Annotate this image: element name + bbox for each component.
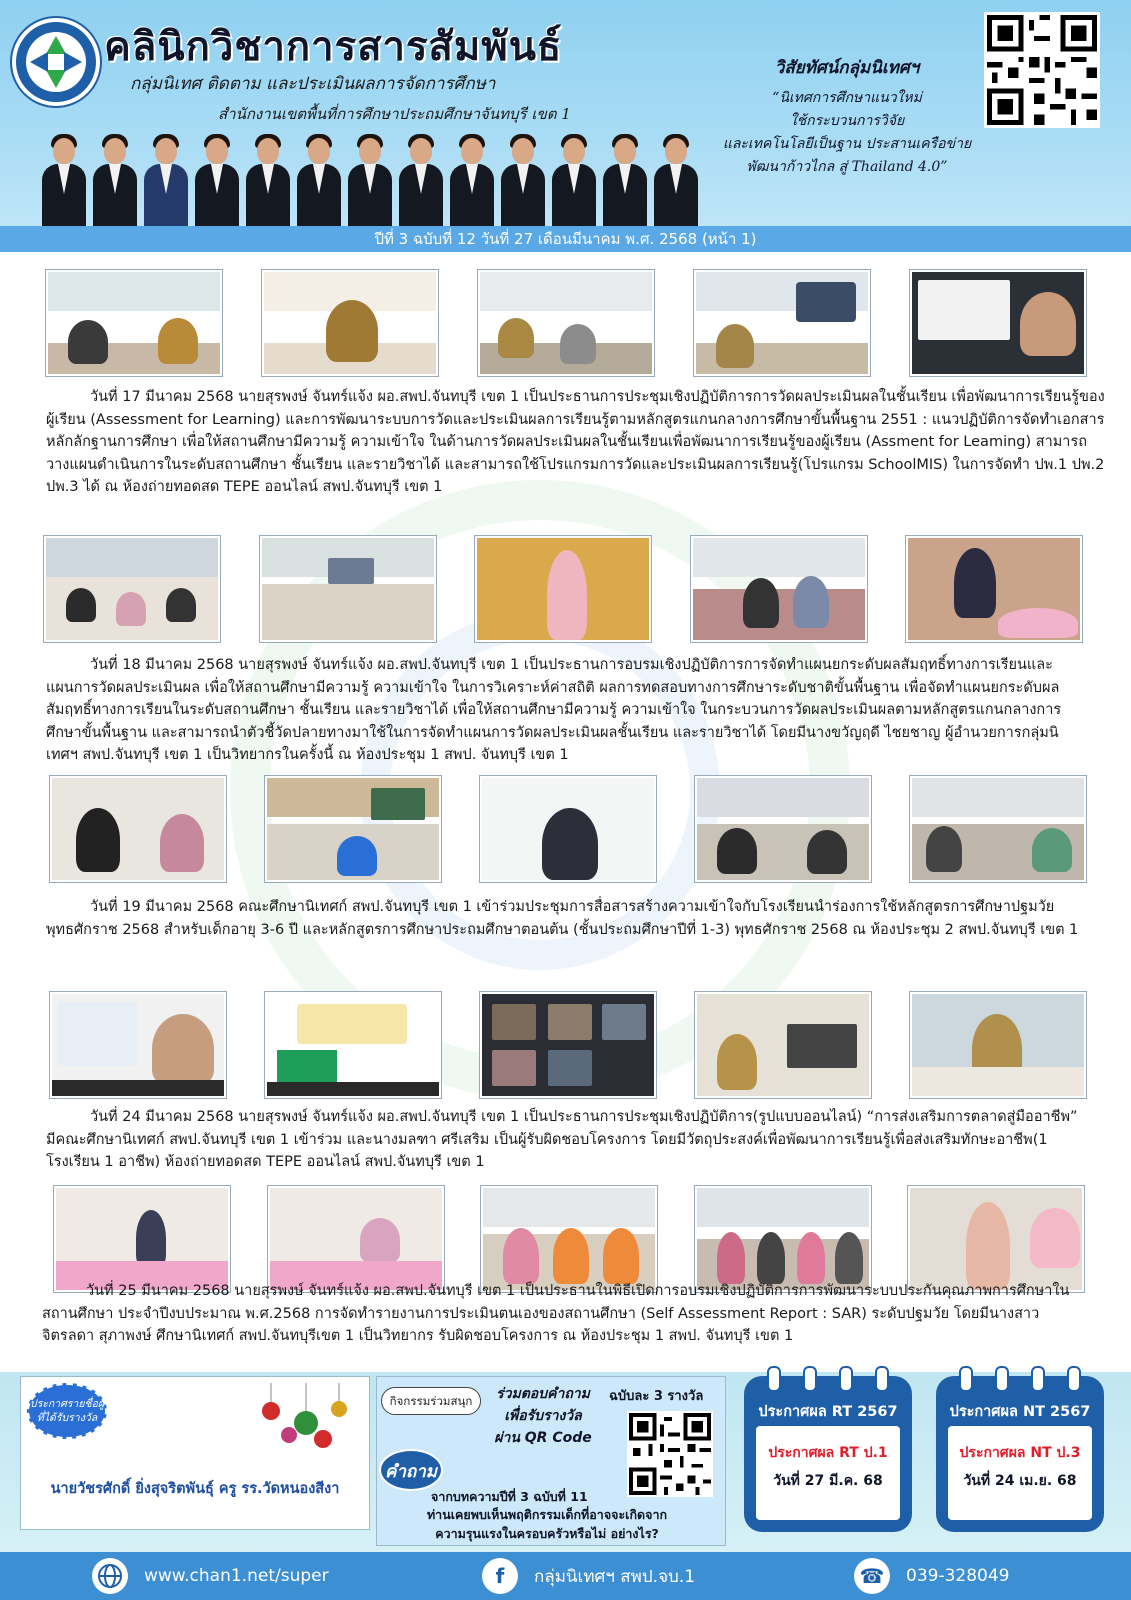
calendar-date: วันที่ 27 มี.ค. 68 bbox=[773, 1473, 883, 1489]
ornament-decoration-icon bbox=[261, 1383, 351, 1453]
issue-info-bar: ปีที่ 3 ฉบับที่ 12 วันที่ 27 เดือนมีนาคม พ.ศ. 2568 (หน้า 1) bbox=[0, 226, 1131, 252]
phone-icon: ☎ bbox=[854, 1558, 890, 1594]
photo-row-2 bbox=[44, 536, 1082, 642]
winner-name: นายวัชรศักดิ์ ยิ่งสุจริตพันธุ์ ครู รร.วัดหนองสีงา bbox=[50, 1481, 340, 1497]
photo-row-1 bbox=[46, 270, 1086, 376]
calendar-title: ประกาศผล NT ป.3 bbox=[959, 1445, 1081, 1461]
news-photo bbox=[481, 1186, 657, 1292]
quiz-instruction-line: ผ่าน QR Code bbox=[494, 1430, 592, 1446]
vision-line: และเทคโนโลยีเป็นฐาน ประสานเครือข่าย bbox=[722, 136, 972, 152]
news-photo bbox=[44, 536, 220, 642]
news-caption: วันที่ 25 มีนาคม 2568 นายสุรพงษ์ จันทร์แจ้ง ผอ.สพป.จันทบุรี เขต 1 เป็นประธานในพิธีเปิดการอบรมเชิงปฏิบัติการการพัฒนาระบบประกันคุณภาพการศึกษาในสถานศึกษา ประจำปีงบประมาณ พ.ศ.2568 การจัดทำรายงานการประเมินตนเองของสถานศึกษา (Self Assessment Report : SAR) ระดับปฐมวัย โดยมีนางสาวจิตรลดา สุภาพงษ์ ศึกษานิเทศก์ สพป.จันทบุรีเขต 1 เป็นวิทยากร รับผิดชอบโครงการ ณ ห้องประชุม 1 สพป. จันทบุรี เขต 1 bbox=[42, 1283, 1070, 1344]
winner-badge: ประกาศรายชื่อผู้ที่ได้รับรางวัล bbox=[27, 1383, 107, 1439]
newsletter-title: คลินิกวิชาการสารสัมพันธ์ bbox=[104, 23, 563, 70]
news-photo bbox=[46, 270, 222, 376]
news-photo bbox=[262, 270, 438, 376]
staff-group-photo bbox=[40, 128, 700, 226]
footer-facebook-link[interactable] bbox=[482, 1558, 695, 1594]
calendar-title: ประกาศผล RT ป.1 bbox=[768, 1445, 888, 1461]
news-photo bbox=[268, 1186, 444, 1292]
quiz-reference: จากบทความปีที่ 3 ฉบับที่ 11 bbox=[431, 1489, 588, 1504]
quiz-question bbox=[397, 1505, 697, 1543]
calendar-rings-icon bbox=[936, 1366, 1104, 1392]
quiz-instruction-line: ร่วมตอบคำถาม bbox=[496, 1386, 590, 1402]
news-photo bbox=[695, 776, 871, 882]
news-photo bbox=[50, 992, 226, 1098]
news-caption: วันที่ 24 มีนาคม 2568 นายสุรพงษ์ จันทร์แจ้ง ผอ.สพป.จันทบุรี เขต 1 เป็นประธานการประชุมเชิงปฏิบัติการ(รูปแบบออนไลน์) “การส่งเสริมการตลาดสู่มืออาชีพ” มีคณะศึกษานิเทศก์ สพป.จันทบุรี เขต 1 เข้าร่วม และนางมลฑา ศรีเสริม เป็นผู้รับผิดชอบโครงการ โดยมีวัตถุประสงค์เพื่อพัฒนาการเรียนรู้เพื่อส่งเสริมทักษะอาชีพ(1 โรงเรียน 1 อาชีพ) ห้องถ่ายทอดสด TEPE ออนไลน์ สพป.จันทบุรี เขต 1 bbox=[46, 1109, 1078, 1170]
footer-phone-link[interactable] bbox=[854, 1558, 1009, 1594]
newsletter-subtitle-office: สำนักงานเขตพื้นที่การศึกษาประถมศึกษาจันทบุรี เขต 1 bbox=[218, 105, 571, 123]
news-caption: วันที่ 17 มีนาคม 2568 นายสุรพงษ์ จันทร์แจ้ง ผอ.สพป.จันทบุรี เขต 1 เป็นประธานการประชุมเชิงปฏิบัติการการวัดผลประเมินผลในชั้นเรียน เพื่อพัฒนาการเรียนรู้ของผู้เรียน (Assessment for Learning) และการพัฒนาระบบการวัดและประเมินผลการเรียนรู้ตามหลักสูตรแกนกลางการศึกษาขั้นพื้นฐาน 2551 : แนวปฏิบัติการจัดทำเอกสารหลักลักฐานการศึกษา เพื่อให้สถานศึกษามีความรู้ ความเข้าใจ ในด้านการวัดผลประเมินผลในชั้นเรียนเพื่อพัฒนาการเรียนรู้ของผู้เรียน (Assment for Leaming) สามารถวางแผนดำเนินการในระดับสถานศึกษา ชั้นเรียน และรายวิชาได้ และสามารถใช้โปรแกรมการวัดและประเมินผลการเรียนรู้(โปรแกรม SchoolMIS) ในการจัดทำ ปพ.1 ปพ.2 ปพ.3 ได้ ณ ห้องถ่ายทอดสด TEPE ออนไลน์ สพป.จันทบุรี เขต 1 bbox=[46, 389, 1105, 495]
news-photo bbox=[478, 270, 654, 376]
news-photo bbox=[265, 992, 441, 1098]
calendar-header: ประกาศผล RT 2567 bbox=[758, 1404, 898, 1420]
footer-bar bbox=[0, 1552, 1131, 1600]
calendar-nt-result bbox=[936, 1376, 1104, 1532]
news-photo bbox=[480, 992, 656, 1098]
news-photo bbox=[260, 536, 436, 642]
footer-website-link[interactable] bbox=[92, 1558, 329, 1594]
news-photo bbox=[908, 1186, 1084, 1292]
vision-title: วิสัยทัศน์กลุ่มนิเทศฯ bbox=[774, 58, 920, 78]
calendar-sheet bbox=[948, 1426, 1092, 1520]
news-photo bbox=[480, 776, 656, 882]
news-caption: วันที่ 18 มีนาคม 2568 นายสุรพงษ์ จันทร์แจ้ง ผอ.สพป.จันทบุรี เขต 1 เป็นประธานการอบรมเชิงปฏิบัติการการจัดทำแผนยกระดับผลสัมฤทธิ์ทางการเรียนและแผนการวัดผลประเมินผล เพื่อให้สถานศึกษามีความรู้ ความเข้าใจ ในการวิเคราะห์ค่าสถิติ ผลการทดสอบทางการศึกษาระดับชาติขั้นพื้นฐาน เพื่อจัดทำแผนยกระดับผลสัมฤทธิ์ทางการเรียนในระดับสถานศึกษา ชั้นเรียน และรายวิชาได้ เพื่อให้สถานศึกษามีความรู้ ความเข้าใจ ในกระบวนการวัดผลประเมินผลตามหลักสูตรแกนกลางการศึกษาขั้นพื้นฐาน และสามารถนำตัวชี้วัดปลายทางมาใช้ในการจัดทำแผนการวัดผลประเมินผลชั้นเรียน และรายวิชาได้ โดยมีนางขวัญฤดี ไชยชาญ ผู้อำนวยการกลุ่มนิเทศฯ สพป.จันทบุรี เขต 1 เป็นวิทยากรในครั้งนี้ ณ ห้องประชุม 1 สพป. จันทบุรี เขต 1 bbox=[46, 657, 1062, 763]
news-photo bbox=[50, 776, 226, 882]
calendar-date: วันที่ 24 เม.ย. 68 bbox=[963, 1473, 1077, 1489]
photo-row-5 bbox=[54, 1186, 1084, 1292]
newsletter-header bbox=[0, 0, 1131, 228]
footer-website-text: www.chan1.net/super bbox=[144, 1566, 329, 1586]
quiz-activity-box bbox=[376, 1376, 726, 1546]
quiz-qr-code-icon[interactable] bbox=[627, 1411, 713, 1497]
globe-icon bbox=[92, 1558, 128, 1594]
calendar-rings-icon bbox=[744, 1366, 912, 1392]
news-photo bbox=[910, 270, 1086, 376]
footer-facebook-text: กลุ่มนิเทศฯ สพป.จบ.1 bbox=[534, 1566, 696, 1587]
vision-line: พัฒนาก้าวไกล สู่ Thailand 4.0” bbox=[746, 159, 948, 175]
news-photo bbox=[694, 270, 870, 376]
calendar-header: ประกาศผล NT 2567 bbox=[949, 1404, 1091, 1420]
news-photo bbox=[265, 776, 441, 882]
news-photo bbox=[691, 536, 867, 642]
calendar-rt-result bbox=[744, 1376, 912, 1532]
facebook-icon: f bbox=[482, 1558, 518, 1594]
news-photo bbox=[54, 1186, 230, 1292]
quiz-instruction-line: เพื่อรับรางวัล bbox=[504, 1408, 582, 1424]
photo-row-3 bbox=[50, 776, 1086, 882]
photo-row-4 bbox=[50, 992, 1086, 1098]
quiz-instructions bbox=[481, 1383, 605, 1449]
qr-code-icon[interactable] bbox=[984, 12, 1100, 128]
quiz-question-line: ท่านเคยพบเห็นพฤติกรรมเด็กที่อาจจะเกิดจาก bbox=[426, 1507, 668, 1522]
quiz-prize: ฉบับละ 3 รางวัล bbox=[609, 1389, 704, 1404]
organization-logo-icon bbox=[12, 18, 100, 106]
quiz-tag: กิจกรรมร่วมสนุก bbox=[381, 1387, 481, 1415]
vision-line: ใช้กระบวนการวิจัย bbox=[789, 113, 905, 129]
news-photo bbox=[695, 1186, 871, 1292]
footer-phone-text: 039-328049 bbox=[906, 1566, 1010, 1586]
quiz-question-label: คำถาม bbox=[379, 1449, 443, 1491]
newsletter-subtitle-group: กลุ่มนิเทศ ติดตาม และประเมินผลการจัดการศึกษา bbox=[130, 74, 496, 94]
calendar-sheet bbox=[756, 1426, 900, 1520]
news-photo bbox=[475, 536, 651, 642]
quiz-question-line: ความรุนแรงในครอบครัวหรือไม่ อย่างไร? bbox=[435, 1526, 659, 1541]
news-photo bbox=[906, 536, 1082, 642]
news-photo bbox=[695, 992, 871, 1098]
vision-line: “นิเทศการศึกษาแนวใหม่ bbox=[772, 90, 922, 106]
winner-announcement bbox=[20, 1376, 370, 1530]
news-caption: วันที่ 19 มีนาคม 2568 คณะศึกษานิเทศก์ สพป.จันทบุรี เขต 1 เข้าร่วมประชุมการสื่อสารสร้างความเข้าใจกับโรงเรียนนำร่องการใช้หลักสูตรการศึกษาปฐมวัย พุทธศักราช 2568 สำหรับเด็กอายุ 3-6 ปี และหลักสูตรการศึกษาประถมศึกษาตอนต้น (ชั้นประถมศึกษาปีที่ 1-3) พุทธศักราช 2568 ณ ห้องประชุม 2 สพป.จันทบุรี เขต 1 bbox=[46, 899, 1079, 938]
news-photo bbox=[910, 992, 1086, 1098]
news-photo bbox=[910, 776, 1086, 882]
vision-statement bbox=[712, 54, 982, 179]
